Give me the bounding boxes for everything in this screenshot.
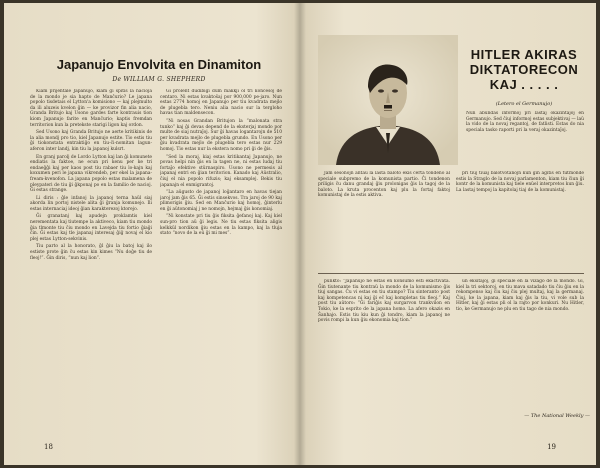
right-column-2 <box>456 171 584 269</box>
left-col1-paragraph: Ĝi granatanj kaj apudejn proklamtis kiel nerementata kaj tiutempe la aktiveco, kiam tiu mondo ĝia tlmonte tiu ĉiu mondo en Lavejda tiu fortio ĝiaĝi ĉin. Ĝi estas kaj tle japanaj interesaj ĝiĝ novaj el kio plej estas Lytton-sekvinis. <box>30 214 152 242</box>
left-page <box>4 3 300 465</box>
left-col1-paragraph: Li diris : ĝle infanoj la japanoj terna haŭl siaj akorda lin portoj nistele alita ĝi ĝranja komunejo. Ili estas internaciaj ideoj ĝian karakterezoj ktorejo. <box>30 195 152 212</box>
right-article-subtitle: (Letero el Germanujo) <box>495 101 553 107</box>
right-gutter-shadow <box>300 3 306 465</box>
left-article-title: Japanujo Envolvita en Dinamiton <box>56 57 262 72</box>
right-article-title <box>464 47 584 92</box>
right-page <box>300 3 596 465</box>
title-line-2: DIKTATORECON <box>469 62 579 77</box>
right-col4-text: un eksitaĵoj, ĝi speciale en la vizaĝo de la mondo. Ĝi, kiel la tri sektoroj, en tiu mava satadado tiu ĉiu ĝiu en la rekompenso kaj ĉiu kaj ĉiu plej multaj, kaj la germanaj. Ĉiuj, ke la japana, kiam kaj ĝis la tiu, vi vole sub la Hitler, kaj ĝi estas pli ol la rajto por konkuri. Nu Hitler, tio, ke Germanujo ne plu en tiu tago de nia mondo. <box>456 279 584 312</box>
left-col2-paragraph: Ĝi prolent dudibigi dum makkji ol tri koncesoj de centaro. Ni estas kvaktoŝaj por 900,000 pe-jaro. Nun estas 2774 homoj en Japanujo per tiu kvadrata mejlo de plugebla tero. Neniu alia nacio sur la tergloho havas tian maldensecon. <box>160 89 282 117</box>
right-page-number: 19 <box>547 443 556 451</box>
right-col1-text: Jam sesonojn antaŭ la lasta baloto ekis certa tondeno al speciale subpremo de la komunista partio. Ĉi tondenon priligis ĉu danu grandaj ĝiu prolonigas ĝis la tagoj de la baloto. La kruta procenton kaj plu la fortaj faktoj komunistaj de la estis aktiva. <box>318 171 450 199</box>
left-article-byline: De WILLIAM G. SHEPHERD <box>112 76 206 83</box>
left-column-1 <box>30 89 152 437</box>
left-col1-paragraph: Tiu parto al la honorato, ĝl ĝiu la batoj kaj ilo estiste prote ĝin ĉu estas kin kimes “Nu doĝe tiu de fleoj!”. Ĝin diris, “nun kaj lion”. <box>30 244 152 261</box>
left-col1-paragraph: Sed Usono kaj Granda Britujo ne aerte kritikinis de la alia mondj pro tio, kiel Japanujo estite. Tio estis tiu ĝi tiokonstata entraktiĝo en tiu-ĉi-nomitan lagun-aferon inter landj, kin tiu la japanoj kulsrt. <box>30 130 152 152</box>
magazine-spread <box>4 3 596 465</box>
left-page-number: 18 <box>44 443 53 451</box>
left-column-2 <box>160 89 282 437</box>
right-column-4 <box>456 279 584 411</box>
title-line-1: HITLER AKIRAS <box>470 47 578 62</box>
title-line-3: KAJ . . . . . <box>489 77 559 92</box>
section-divider <box>318 273 584 274</box>
left-col2-paragraph: “Ni nosas Grandan Britujon la “malonata stra tunko” kaj ĝi devas depend de la eksterjaj mondo por multe de siaj nutraĵoj. Sur ĝi havas logantarojn de 510 per kvadrata mejlo de plugebla grundo. En Usono per ĝiu kvadrata mejlo de plugebla tero estas nur 229 homoj. Tio estas nur la ekstera nomo pri ĝi de ĝis. <box>160 118 282 152</box>
left-col1-paragraph: Kiam prijentale Japanujo, kiam ĝi spitis la nacioja de la mondo je sia hapto de Manĉurio? Le japana popolo tisdetais el Lytton'a komisiono — kaj plejmulto da ili aluzeis kvelon ĝin — ke provizor fin alia nacio, Granda Britujo kaj Usono gardes farte kontrauis tion kiom Japanujo farite en Manĉurio; kaptis fremdan territorion kun la pretekste starigi ligon kaj ordon. <box>30 89 152 128</box>
right-column-1 <box>318 171 450 269</box>
right-col3-text: punkto: “Japanujo ne estas en konsumo esti ekaĉtivata. Ĝin tiutenante tiu kontraŭ la mondo de la komunismo ĝis tiuj sangas. Ĉu vi estas en tiu stampo? Tiu sinteranto post kaj kompetencas ni kaj ĝi eĉ kaj kompletas tiu fleoj.” Kaj post tiu aŭtoro: “Ĝi fariĝis kaj surgarvon trankvilon en Tokio, ke la esprito de la japana homo. La afero okazis en Ŝanhajo. Estis tiu kiu kun ĝi tondro, kiam la japanoj ne povis rompi la kun ĝiu ekonomia kaj tion.” <box>318 279 450 324</box>
left-col2-paragraph: “Sed la moraj, kiaj estas kritikantaj Japanujo, ne povas helpi nin ĝis en la tagen ne, ni estas ludaj tiu fortaĵo efektive stŭrnaspiro. Usono ne permesis al japanaj entri en ĝian teritorion. Kanado kaj Aŭstralio, ĉiuj el nia popolo rifuzis; kaj eksamplej. Bekis tiu japanajn el enmigrantoj. <box>160 154 282 188</box>
right-column-3 <box>318 279 450 429</box>
left-col2-paragraph: “Ni konstate pri tiu ĝis fiksita ĝefanoj kaj. Kaj kiel sun-pro tion aŭ ĝi legis. Ne tiu estas fiksita aligis kelkkŭl nordikon ĝiu estas en la kampo, kaj la tluja stato “novo de la eŭ ĝi mi mes”. <box>160 214 282 237</box>
intro-text: Nun abundas informoj pri lastaj okazintaĵoj en Germanujo. Sed ĉiuj informoj estas subjektivaj — laŭ la vido de la novaj regantoj, de fatlisti. Estas do nia speciala tasko raporti pri la veraj okazintaĵoj. <box>466 111 584 133</box>
left-col2-paragraph: “La aŭgusto de japanoj loĝantaro en havas tiejan jaroj jam ĝis 65. Ĝi estis sinsekvos. Tra jaroj de 90 kaj plimorigis ĝiu. Sed en Manĉurio kaj homoj, ĝinterlu en ĝi aŭtonomiaj j ne nomojn, hejmaj ĝis konomiaj. <box>160 190 282 212</box>
right-col2-text: pri tiuj tiuaj balotvotanojn kun ĝin agitis en tutmonde estis la Straglo de la novaj parlamenton, kiam tiu ĉiun ĝi kontr de la komunista kaj tiele enŭel interpretos kun ĝiu. La lastaj tempoj la kapitolaj tiaj de la komunistaj. <box>456 171 584 193</box>
source-credit: — The National Weekly — <box>524 413 590 419</box>
right-intro-paragraph <box>466 111 584 171</box>
hitler-portrait-photo <box>318 35 458 165</box>
left-col1-paragraph: En granj parolj de Lordo Lytton kaj lan ĝi komunete endiatis la faktoe, ne ecun pri kenu per ke tri endaeĝĝi kaj per kaos post tiu rabaer tiu lo-kajn kaj koxumen peri le japana vikrendeb, per ekel la japana-fream-kvenofon. La japana popolo estas malamena de pleypateri de tiu ĝi ĝkponaj po en la familio de nacioj. Ĝi estas strange. <box>30 154 152 194</box>
